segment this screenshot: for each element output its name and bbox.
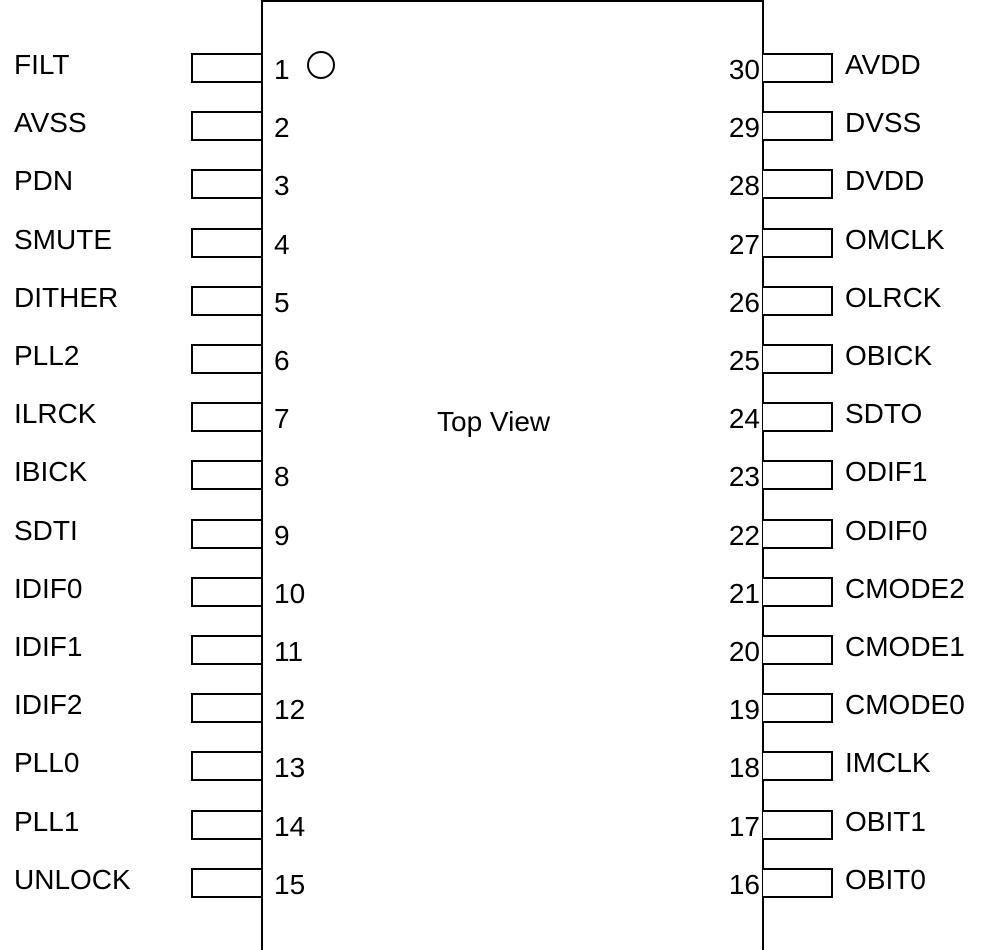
pin-name-left: IBICK bbox=[14, 456, 88, 488]
pin-number-right: 21 bbox=[728, 577, 760, 609]
pin-number-right: 20 bbox=[728, 636, 760, 667]
pin-name-right: ODIF0 bbox=[845, 514, 928, 546]
pin-number-left: 3 bbox=[274, 170, 290, 202]
pin-name-right: DVSS bbox=[845, 107, 922, 139]
pin-number-right: 28 bbox=[728, 170, 760, 202]
pin1-indicator-circle bbox=[307, 51, 335, 79]
pin-number-right: 30 bbox=[728, 54, 760, 85]
pin-name-left: FILT bbox=[14, 49, 70, 80]
pin-number-right: 26 bbox=[728, 286, 760, 318]
pin-number-left: 8 bbox=[274, 461, 290, 493]
pin-lead-left bbox=[191, 111, 261, 141]
pin-lead-left bbox=[191, 693, 261, 723]
pin-name-left: PLL2 bbox=[14, 340, 80, 371]
pin-number-right: 29 bbox=[728, 112, 760, 144]
pin-number-right: 24 bbox=[728, 403, 760, 435]
pin-name-right: OBIT0 bbox=[845, 863, 926, 895]
pin-lead-left bbox=[191, 751, 261, 781]
pin-number-left: 4 bbox=[274, 228, 290, 260]
pin-name-left: IDIF2 bbox=[14, 689, 83, 721]
pin-number-right: 22 bbox=[728, 519, 760, 551]
pin-name-left: IDIF1 bbox=[14, 631, 83, 662]
pin-lead-right bbox=[763, 635, 833, 665]
pin-lead-left bbox=[191, 635, 261, 665]
ic-package-body bbox=[261, 0, 764, 950]
pin-name-right: ODIF1 bbox=[845, 456, 928, 488]
pin-number-right: 17 bbox=[728, 810, 760, 842]
pin-name-left: ILRCK bbox=[14, 398, 97, 430]
pin-name-left: IDIF0 bbox=[14, 572, 83, 604]
pin-lead-left bbox=[191, 868, 261, 898]
pin-lead-right bbox=[763, 169, 833, 199]
pin-lead-left bbox=[191, 53, 261, 83]
pin-lead-left bbox=[191, 169, 261, 199]
pin-number-right: 19 bbox=[728, 694, 760, 726]
pin-name-right: AVDD bbox=[845, 49, 921, 80]
pin-lead-left bbox=[191, 810, 261, 840]
pin-number-left: 2 bbox=[274, 112, 290, 144]
pin-name-left: SDTI bbox=[14, 514, 78, 546]
pin-lead-right bbox=[763, 111, 833, 141]
pin-lead-right bbox=[763, 751, 833, 781]
pin-number-right: 23 bbox=[728, 461, 760, 493]
pin-name-right: CMODE1 bbox=[845, 631, 965, 662]
pin-lead-left bbox=[191, 402, 261, 432]
pin-number-left: 10 bbox=[274, 577, 306, 609]
pin-name-right: SDTO bbox=[845, 398, 923, 430]
pin-number-left: 13 bbox=[274, 752, 306, 784]
pin-name-right: IMCLK bbox=[845, 747, 931, 779]
pin-number-left: 5 bbox=[274, 286, 290, 318]
pin-number-left: 6 bbox=[274, 345, 290, 376]
pin-lead-right bbox=[763, 810, 833, 840]
pin-lead-left bbox=[191, 344, 261, 374]
diagram-title: Top View bbox=[437, 406, 551, 437]
pin-lead-right bbox=[763, 344, 833, 374]
pin-number-left: 1 bbox=[274, 54, 290, 85]
pin-lead-left bbox=[191, 228, 261, 258]
pin-name-left: AVSS bbox=[14, 107, 87, 139]
pin-lead-right bbox=[763, 519, 833, 549]
pin-lead-right bbox=[763, 53, 833, 83]
pin-name-left: UNLOCK bbox=[14, 863, 131, 895]
pin-number-left: 7 bbox=[274, 403, 290, 435]
pin-number-left: 11 bbox=[274, 636, 304, 667]
pin-lead-left bbox=[191, 460, 261, 490]
pin-number-right: 27 bbox=[728, 228, 760, 260]
pin-name-right: OBICK bbox=[845, 340, 933, 371]
pin-name-left: PDN bbox=[14, 165, 74, 197]
pin-name-left: SMUTE bbox=[14, 223, 112, 255]
pin-lead-left bbox=[191, 286, 261, 316]
pin-name-right: OBIT1 bbox=[845, 805, 926, 837]
pin-lead-right bbox=[763, 577, 833, 607]
pin-lead-right bbox=[763, 286, 833, 316]
pin-number-left: 12 bbox=[274, 694, 306, 726]
pin-number-left: 9 bbox=[274, 519, 290, 551]
pin-number-left: 15 bbox=[274, 868, 306, 900]
pin-number-right: 25 bbox=[728, 345, 760, 376]
pin-name-right: CMODE0 bbox=[845, 689, 965, 721]
pin-number-right: 18 bbox=[728, 752, 760, 784]
pin-lead-right bbox=[763, 402, 833, 432]
pin-number-left: 14 bbox=[274, 810, 306, 842]
pin-lead-right bbox=[763, 868, 833, 898]
pin-lead-left bbox=[191, 519, 261, 549]
pin-name-right: DVDD bbox=[845, 165, 925, 197]
pin-name-left: PLL0 bbox=[14, 747, 80, 779]
pin-lead-right bbox=[763, 228, 833, 258]
pin-name-right: CMODE2 bbox=[845, 572, 965, 604]
pin-lead-right bbox=[763, 460, 833, 490]
pin-lead-left bbox=[191, 577, 261, 607]
pin-name-left: DITHER bbox=[14, 281, 119, 313]
pin-number-right: 16 bbox=[728, 868, 760, 900]
pin-name-left: PLL1 bbox=[14, 805, 80, 837]
pin-name-right: OMCLK bbox=[845, 223, 945, 255]
pin-lead-right bbox=[763, 693, 833, 723]
pin-name-right: OLRCK bbox=[845, 281, 942, 313]
